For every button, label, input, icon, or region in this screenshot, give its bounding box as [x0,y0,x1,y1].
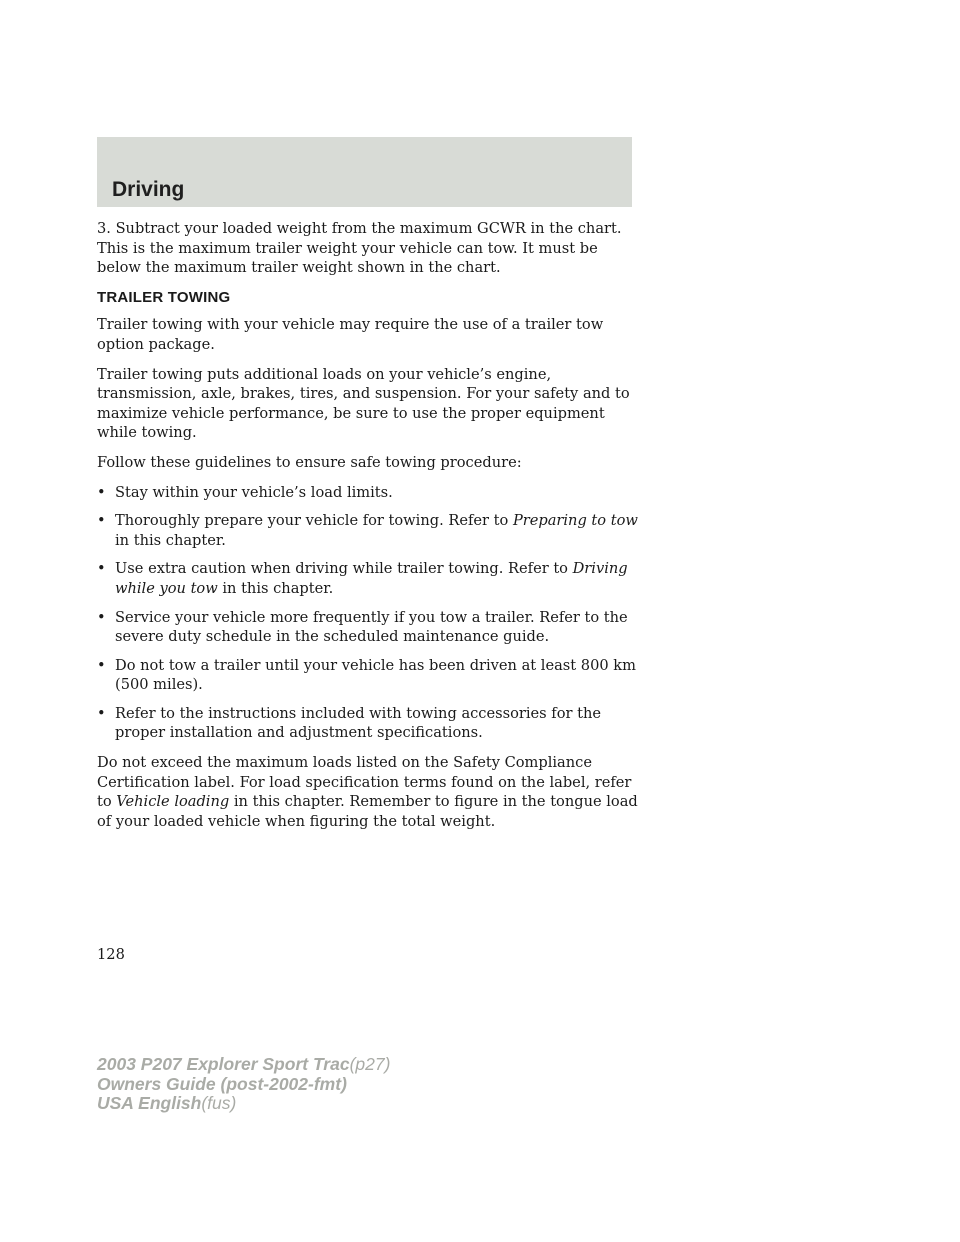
link-preparing-to-tow[interactable]: Preparing to tow [512,512,638,530]
footer-line-1: 2003 P207 Explorer Sport Trac(p27) [97,1054,391,1074]
list-item: • Stay within your vehicle’s load limits. [97,483,393,501]
bullet: • [97,483,106,501]
bullet: • [97,560,106,578]
link-vehicle-loading[interactable]: Vehicle loading [116,793,230,811]
page-body [97,219,642,841]
list-item: • Do not tow a trailer until your vehicle has been driven at least 800 km (500 miles). [97,656,636,694]
list-item: • Refer to the instructions included with towing accessories for the proper installation and adjustment specifications. [97,704,601,742]
list-item: • Thoroughly prepare your vehicle for towing. Refer to Preparing to tow in this chapter. [97,512,638,549]
list-item: • Use extra caution when driving while trailer towing. Refer to Driving while you tow in this chapter. [97,560,628,597]
footer-line-3: USA English(fus) [97,1093,237,1113]
list-item: • Service your vehicle more frequently if you tow a trailer. Refer to the severe duty schedule in the scheduled maintenance guide. [97,608,628,646]
paragraph-step-3: 3. Subtract your loaded weight from the maximum GCWR in the chart. This is the maximum trailer weight your vehicle can tow. It must be below the maximum trailer weight shown in the chart. [97,220,622,277]
link-driving-while-you-tow[interactable]: Driving while you tow [115,560,628,597]
paragraph-max-loads: Do not exceed the maximum loads listed on the Safety Compliance Certification label. For load specification terms found on the label, refer to Vehicle loading in this chapter. Remember to figure in the tongue load of your loaded vehicle when figuring the total weight. [97,754,638,830]
paragraph-guidelines-intro: Follow these guidelines to ensure safe towing procedure: [97,453,522,471]
page-number: 128 [97,946,125,963]
bullet: • [97,656,106,674]
bullet: • [97,608,106,626]
heading-trailer-towing: TRAILER TOWING [97,288,231,306]
paragraph-tow-package: Trailer towing with your vehicle may require the use of a trailer tow option package. [97,316,604,353]
section-title: Driving [112,178,185,201]
bullet: • [97,512,106,530]
guidelines-list [97,483,642,744]
paragraph-additional-loads: Trailer towing puts additional loads on your vehicle’s engine, transmission, axle, brakes, tires, and suspension. For your safety and to maximize vehicle performance, be sure to use the proper equipment while towing. [97,365,630,442]
footer-line-2: Owners Guide (post-2002-fmt) [97,1073,347,1094]
document-footer [97,1055,390,1114]
bullet: • [97,704,106,722]
